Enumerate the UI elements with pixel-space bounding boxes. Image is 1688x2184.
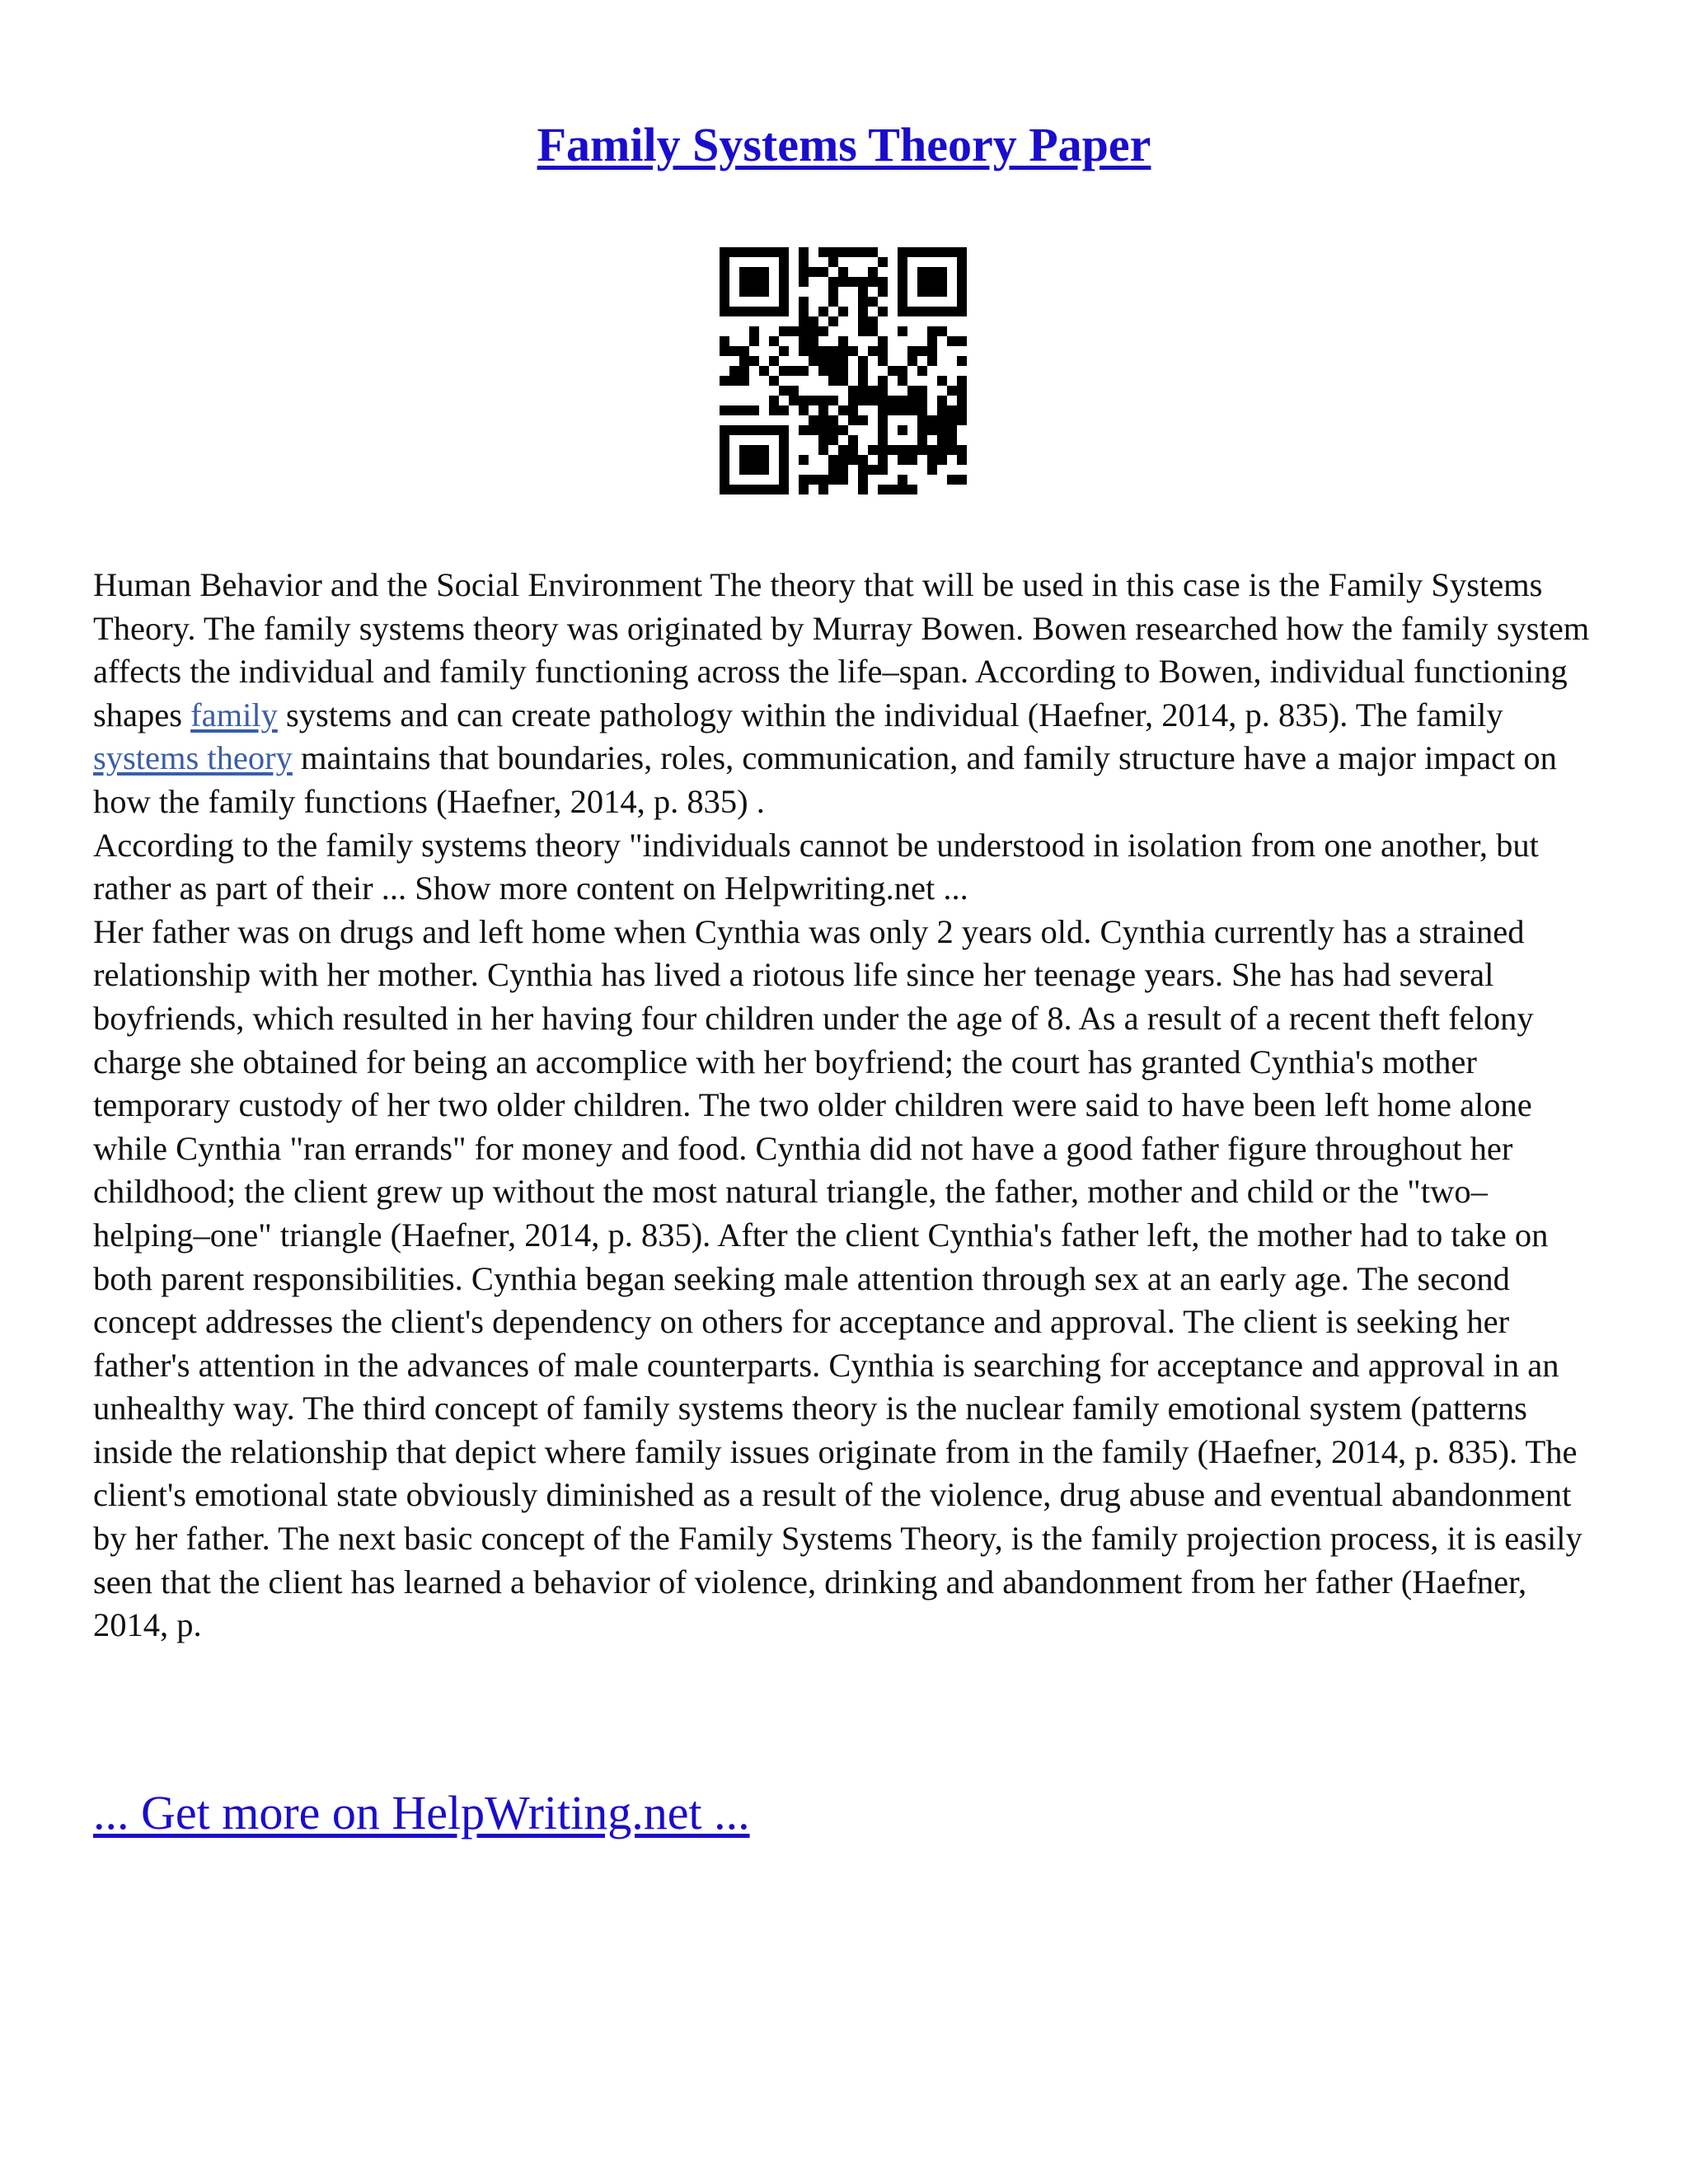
paragraph-theory: According to the family systems theory "individuals cannot be understood in isolation from one another, but rather as part of their ... Show more content on Helpwriting.net ... <box>93 826 1539 907</box>
page-title <box>0 115 1688 175</box>
get-more-link-container <box>93 1783 750 1843</box>
family-link[interactable]: family <box>190 696 278 733</box>
title-link[interactable]: Family Systems Theory Paper <box>537 118 1151 171</box>
get-more-link[interactable]: ... Get more on HelpWriting.net ... <box>93 1786 750 1840</box>
article-body <box>93 564 1601 1647</box>
systems-theory-link[interactable]: systems theory <box>93 739 293 777</box>
paragraph-intro: Human Behavior and the Social Environment The theory that will be used in this case is the Family Systems Theory. The family systems theory was originated by Murray Bowen. Bowen researched how the family system affects the individual and family functioning across the life–span. According to Bowen, individual functioning shapes family systems and can create pathology within the individual (Haefner, 2014, p. 835). The family systems theory maintains that boundaries, roles, communication, and family structure have a major impact on how the family functions (Haefner, 2014, p. 835) . <box>93 566 1590 820</box>
paragraph-case: Her father was on drugs and left home when Cynthia was only 2 years old. Cynthia currently has a strained relationship with her mother. Cynthia has lived a riotous life since her teenage years. She has had several boyfriends, which resulted in her having four children under the age of 8. As a result of a recent theft felony charge she obtained for being an accomplice with her boyfriend; the court has granted Cynthia's mother temporary custody of her two older children. The two older children were said to have been left home alone while Cynthia "ran errands" for money and food. Cynthia did not have a good father figure throughout her childhood; the client grew up without the most natural triangle, the father, mother and child or the "two–helping–one" triangle (Haefner, 2014, p. 835). After the client Cynthia's father left, the mother had to take on both parent responsibilities. Cynthia began seeking male attention through sex at an early age. The second concept addresses the client's dependency on others for acceptance and approval. The client is seeking her father's attention in the advances of male counterparts. Cynthia is searching for acceptance and approval in an unhealthy way. The third concept of family systems theory is the nuclear family emotional system (patterns inside the relationship that depict where family issues originate from in the family (Haefner, 2014, p. 835). The client's emotional state obviously diminished as a result of the violence, drug abuse and eventual abandonment by her father. The next basic concept of the Family Systems Theory, is the family projection process, it is easily seen that the client has learned a behavior of violence, drinking and abandonment from her father (Haefner, 2014, p. <box>93 912 1582 1644</box>
qr-code-icon <box>720 247 967 494</box>
